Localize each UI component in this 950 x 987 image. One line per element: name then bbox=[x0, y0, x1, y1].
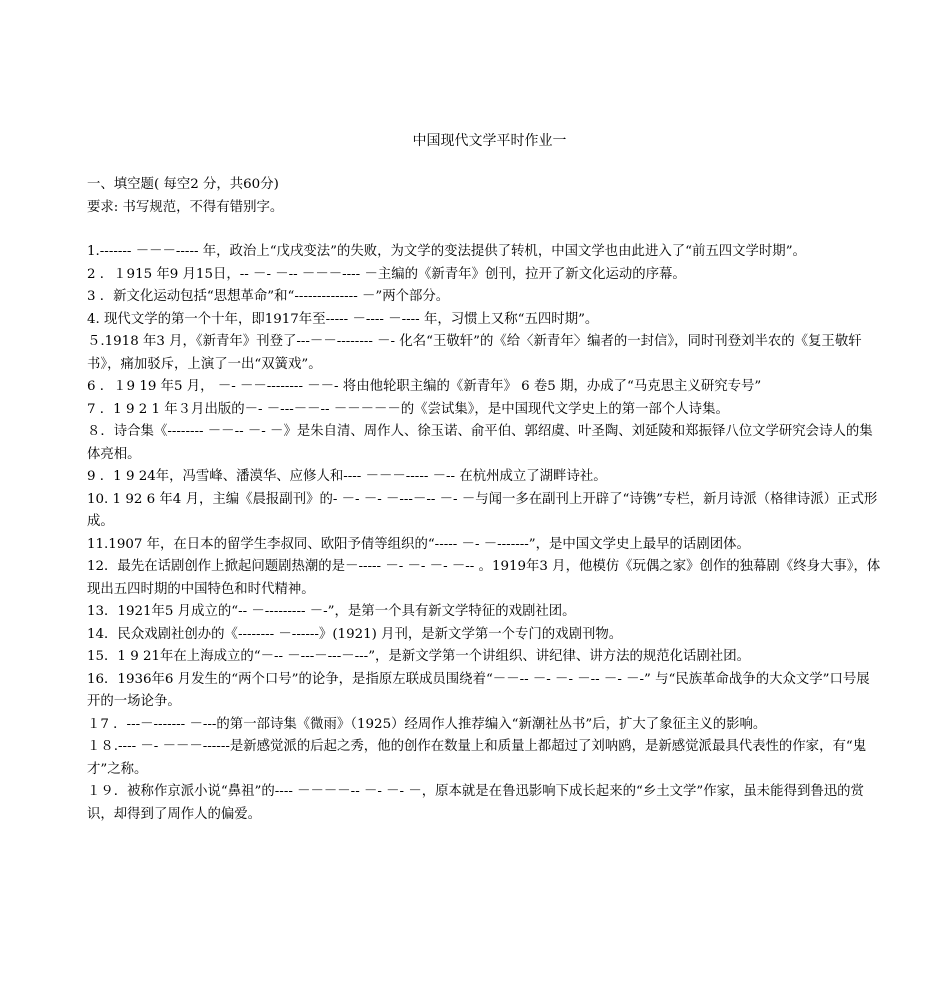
question-3: 3 ．新文化运动包括“思想革命”和“-------------- －”两个部分。 bbox=[87, 289, 450, 304]
question-12: 12．最先在话剧创作上掀起问题剧热潮的是－----- －- －- －- －-- 。1919年3 月，他模仿《玩偶之家》创作的独幕剧《终身大事》，体现出五四时期的中国特色和时代精神。 bbox=[87, 559, 881, 597]
question-19: １９．被称作京派小说“鼻祖”的---- －－－－-- －- －- －，原本就是在鲁迅影响下成长起来的“乡土文学”作家，虽未能得到鲁迅的赏识，却得到了周作人的偏爱。 bbox=[87, 784, 864, 822]
question-9: 9 ．1 9 24年，冯雪峰、潘漠华、应修人和---- －－－----- －-- 在杭州成立了湖畔诗社。 bbox=[87, 469, 607, 484]
question-2: 2 ．１915 年9 月15日，-- －- －-- －－－---- －主编的《新青年》创刊，拉开了新文化运动的序幕。 bbox=[87, 266, 686, 282]
question-1: 1.------- －－－----- 年，政治上“戊戌变法”的失败，为文学的变法提供了转机，中国文学也由此进入了“前五四文学时期”。 bbox=[87, 244, 806, 259]
question-7: 7 ．1 9 2 1 年３月出版的－- －---－－-- －－－－－的《尝试集》，是中国现代文学史上的第一部个人诗集。 bbox=[87, 401, 729, 417]
question-17: １7 ．---－------- －---的第一部诗集《微雨》（1925）经周作人推荐编入“新潮社丛书”后，扩大了象征主义的影响。 bbox=[87, 716, 767, 732]
requirement-note: 要求: 书写规范，不得有错别字。 bbox=[87, 199, 284, 215]
question-14: 14．民众戏剧社创办的《-------- －------》(1921) 月刊，是新文学第一个专门的戏剧刊物。 bbox=[87, 626, 623, 642]
section-heading: 一、填空题( 每空2 分，共60分) bbox=[87, 177, 279, 192]
question-6: 6 ．１9 19 年5 月， －- －－-------- －－- 将由他轮职主编的《新青年》 6 卷5 期，办成了“马克思主义研究专号” bbox=[87, 379, 762, 394]
document-page bbox=[87, 130, 882, 826]
spacer bbox=[87, 219, 882, 241]
question-18: １８.---- －- －－－------是新感觉派的后起之秀，他的创作在数量上和质量上都超过了刘呐鸥，是新感觉派最具代表性的作家，有“鬼才”之称。 bbox=[87, 739, 867, 777]
question-5: ５.1918 年3 月，《新青年》刊登了---－－-------- －- 化名“王敬轩”的《给〈新青年〉编者的一封信》，同时刊登刘半农的《复王敬轩书》，痛加驳斥，上演了一出“双簧戏”。 bbox=[87, 334, 862, 372]
question-13: 13．1921年5 月成立的“-- －--------- －-”，是第一个具有新文学特征的戏剧社团。 bbox=[87, 604, 576, 619]
question-8: ８．诗合集《-------- －－-- －- －》是朱自清、周作人、徐玉诺、俞平伯、郭绍虞、叶圣陶、刘延陵和郑振铎八位文学研究会诗人的集体亮相。 bbox=[87, 424, 873, 462]
page-title: 中国现代文学平时作业一 bbox=[412, 133, 567, 149]
question-16: 16．1936年6 月发生的“两个口号”的论争，是指原左联成员围绕着“－－-- －- －- －-- －- －-” 与“民族革命战争的大众文学”口号展开的一场论争。 bbox=[87, 671, 870, 709]
question-15: 15．1 9 21年在上海成立的“－-- －---－---－---”，是新文学第一个讲组织、讲纪律、讲方法的规范化话剧社团。 bbox=[87, 649, 750, 664]
question-10: 10. 1 92 6 年4 月，主编《晨报副刊》的- －- －- －---－-- －- －与闻一多在副刊上开辟了“诗镌”专栏，新月诗派（格律诗派）正式形成。 bbox=[87, 491, 878, 529]
question-11: 11.1907 年，在日本的留学生李叔同、欧阳予倩等组织的“----- －- －-------”，是中国文学史上最早的话剧团体。 bbox=[87, 536, 750, 552]
question-4: 4. 现代文学的第一个十年，即1917年至----- －---- －---- 年，习惯上又称“五四时期”。 bbox=[87, 311, 599, 327]
